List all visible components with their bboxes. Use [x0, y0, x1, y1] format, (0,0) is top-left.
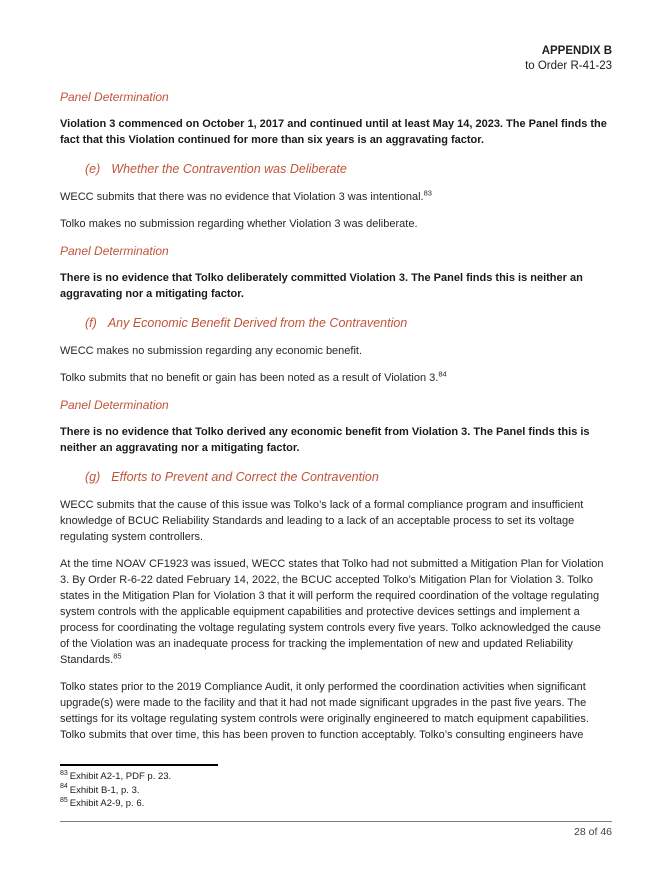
section-g-wecc-paragraph: WECC submits that the cause of this issue was Tolko’s lack of a formal compliance program and insufficient knowledge of BCUC Reliability Standards and leading to a lack of an acceptable process to set its voltage regulating system controllers. — [60, 499, 584, 543]
page-number: 28 of 46 — [574, 826, 612, 838]
panel-determination-heading-3: Panel Determination — [60, 398, 169, 412]
footnote-ref-84: 84 — [438, 369, 447, 379]
section-f-label: (f) — [85, 316, 97, 330]
section-e-wecc-paragraph — [60, 189, 612, 205]
footnote-83-text: Exhibit A2-1, PDF p. 23. — [69, 771, 172, 782]
footnote-separator — [60, 764, 218, 766]
footnote-85 — [60, 797, 612, 811]
footnote-ref-83: 83 — [423, 188, 432, 198]
section-e-wecc-text: WECC submits that there was no evidence that Violation 3 was intentional. — [60, 191, 424, 203]
panel-determination-heading-2: Panel Determination — [60, 244, 169, 258]
section-f-wecc-paragraph: WECC makes no submission regarding any economic benefit. — [60, 345, 363, 357]
footnote-ref-85: 85 — [113, 651, 122, 661]
footnote-83-number: 83 — [60, 769, 68, 777]
order-reference: to Order R-41-23 — [525, 60, 612, 72]
panel-determination-finding-1: Violation 3 commenced on October 1, 2017 and continued until at least May 14, 2023. The Panel finds the fact that this Violation continued for more than six years is an aggravating factor. — [60, 118, 607, 146]
section-e-label: (e) — [85, 162, 101, 176]
section-e-heading — [85, 162, 612, 176]
page-footer — [60, 821, 612, 838]
section-f-tolko-paragraph — [60, 370, 612, 386]
section-g-heading — [85, 470, 612, 484]
footnote-84-number: 84 — [60, 783, 68, 791]
section-g-tolko-paragraph: Tolko states prior to the 2019 Compliance Audit, it only performed the coordination activities when significant upgrade(s) were made to the facility and that it had not made significant upgrades in the past five years. The settings for its voltage regulating system controls were originally engineered to match equipment capabilities. Tolko submits that over time, this has been proven to function acceptably. Tolko’s consulting engineers have — [60, 681, 589, 741]
appendix-title: APPENDIX B — [541, 45, 612, 57]
footnote-84-text: Exhibit B-1, p. 3. — [69, 784, 140, 796]
section-g-title: Efforts to Prevent and Correct the Contravention — [111, 470, 379, 484]
section-f-heading — [85, 316, 612, 330]
panel-determination-heading-1: Panel Determination — [60, 90, 169, 104]
footnote-84 — [60, 784, 612, 798]
section-g-label: (g) — [85, 470, 101, 484]
section-f-tolko-text: Tolko submits that no benefit or gain has been noted as a result of Violation 3. — [60, 372, 439, 384]
page-header — [60, 44, 612, 74]
footnote-85-text: Exhibit A2-9, p. 6. — [69, 798, 145, 809]
footnotes-block — [60, 764, 612, 811]
section-g-mitigation-text: At the time NOAV CF1923 was issued, WECC states that Tolko had not submitted a Mitigation Plan for Violation 3. By Order R-6-22 dated February 14, 2022, the BCUC accepted Tolko’s Mitigation Plan for Violation 3. Tolko states in the Mitigation Plan for Violation 3 that it will perform the required coordination of the voltage regulating system controls with the applicable equipment capabilities and protective devices settings and implement a process for coordinating the voltage regulating system controls every five years. Tolko acknowledged the cause of the Violation was an inadequate process for tracking the implementation of new and updated Reliability Standards. — [60, 558, 604, 666]
section-e-tolko-paragraph: Tolko makes no submission regarding whether Violation 3 was deliberate. — [60, 218, 418, 230]
footnote-85-number: 85 — [60, 796, 68, 804]
section-e-title: Whether the Contravention was Deliberate — [111, 162, 347, 176]
section-f-title: Any Economic Benefit Derived from the Contravention — [107, 316, 408, 330]
panel-determination-finding-2: There is no evidence that Tolko deliberately committed Violation 3. The Panel finds this is neither an aggravating nor a mitigating factor. — [60, 272, 583, 300]
panel-determination-finding-3: There is no evidence that Tolko derived any economic benefit from Violation 3. The Panel finds this is neither an aggravating nor a mitigating factor. — [60, 426, 590, 454]
footnote-83 — [60, 770, 612, 784]
section-g-mitigation-paragraph — [60, 556, 612, 668]
